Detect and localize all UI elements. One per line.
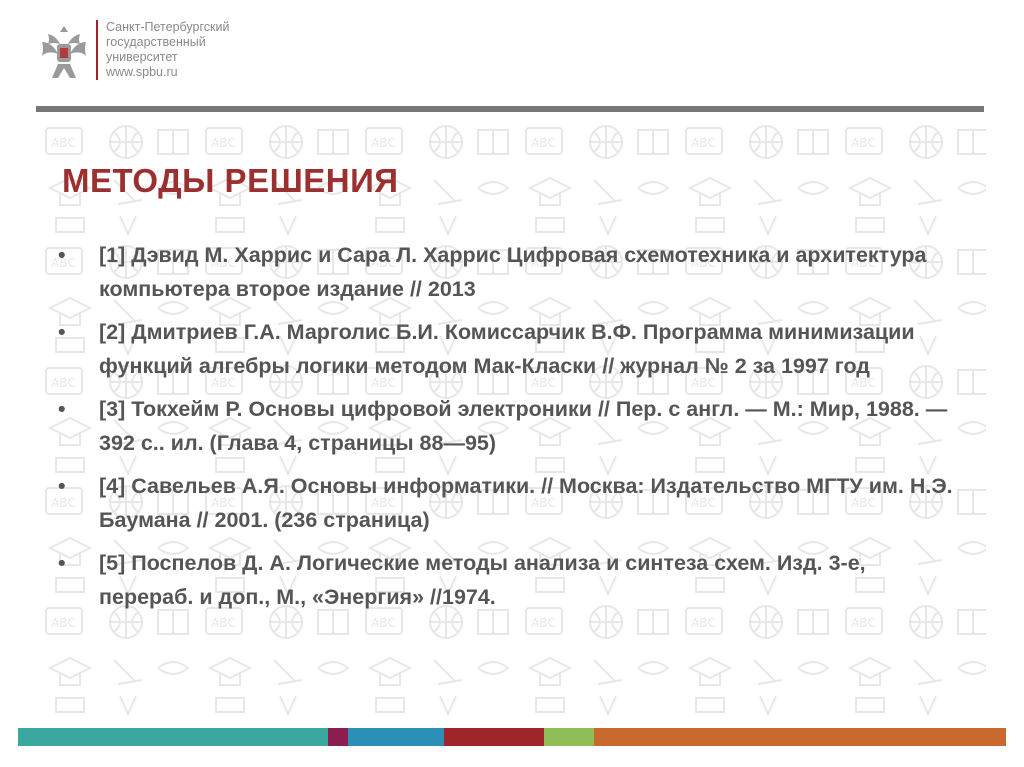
footer-segment: [18, 728, 328, 746]
list-item: [58, 392, 958, 460]
reference-text: [5] Поспелов Д. А. Логические методы анализа и синтеза схем. Изд. 3-е, перераб. и доп., М., «Энергия» //1974.: [99, 551, 866, 609]
footer-color-bar: [18, 728, 1006, 746]
university-name: [106, 20, 229, 80]
reference-list: [58, 238, 958, 623]
university-line: университет: [106, 50, 178, 64]
list-item: [58, 546, 958, 614]
bullet-icon: •: [58, 474, 66, 498]
university-line: Санкт-Петербургский: [106, 20, 230, 34]
reference-text: [1] Дэвид М. Харрис и Сара Л. Харрис Цифровая схемотехника и архитектура компьютера второе издание // 2013: [99, 243, 927, 301]
footer-segment: [444, 728, 544, 746]
reference-text: [4] Савельев А.Я. Основы информатики. // Москва: Издательство МГТУ им. Н.Э. Баумана // 2001. (236 страница): [99, 474, 953, 532]
reference-text: [3] Токхейм Р. Основы цифровой электроники // Пер. с англ. — М.: Мир, 1988. — 392 с.. ил. (Глава 4, страницы 88—95): [99, 397, 948, 455]
footer-segment: [544, 728, 594, 746]
university-line: государственный: [106, 35, 206, 49]
footer-segment: [594, 728, 1006, 746]
slide-title: МЕТОДЫ РЕШЕНИЯ: [62, 162, 399, 199]
spbu-emblem-icon: [38, 20, 90, 84]
slide-header: [0, 0, 1024, 110]
list-item: [58, 469, 958, 537]
reference-text: [2] Дмитриев Г.А. Марголис Б.И. Комиссарчик В.Ф. Программа минимизации функций алгебры логики методом Мак-Класки // журнал № 2 за 1997 год: [99, 320, 915, 378]
list-item: [58, 315, 958, 383]
bullet-icon: •: [58, 397, 66, 421]
list-item: [58, 238, 958, 306]
university-website: www.spbu.ru: [106, 65, 178, 79]
bullet-icon: •: [58, 243, 66, 267]
header-rule: [36, 106, 984, 112]
footer-segment: [348, 728, 444, 746]
footer-segment: [328, 728, 348, 746]
bullet-icon: •: [58, 320, 66, 344]
logo-divider: [96, 20, 98, 80]
bullet-icon: •: [58, 551, 66, 575]
